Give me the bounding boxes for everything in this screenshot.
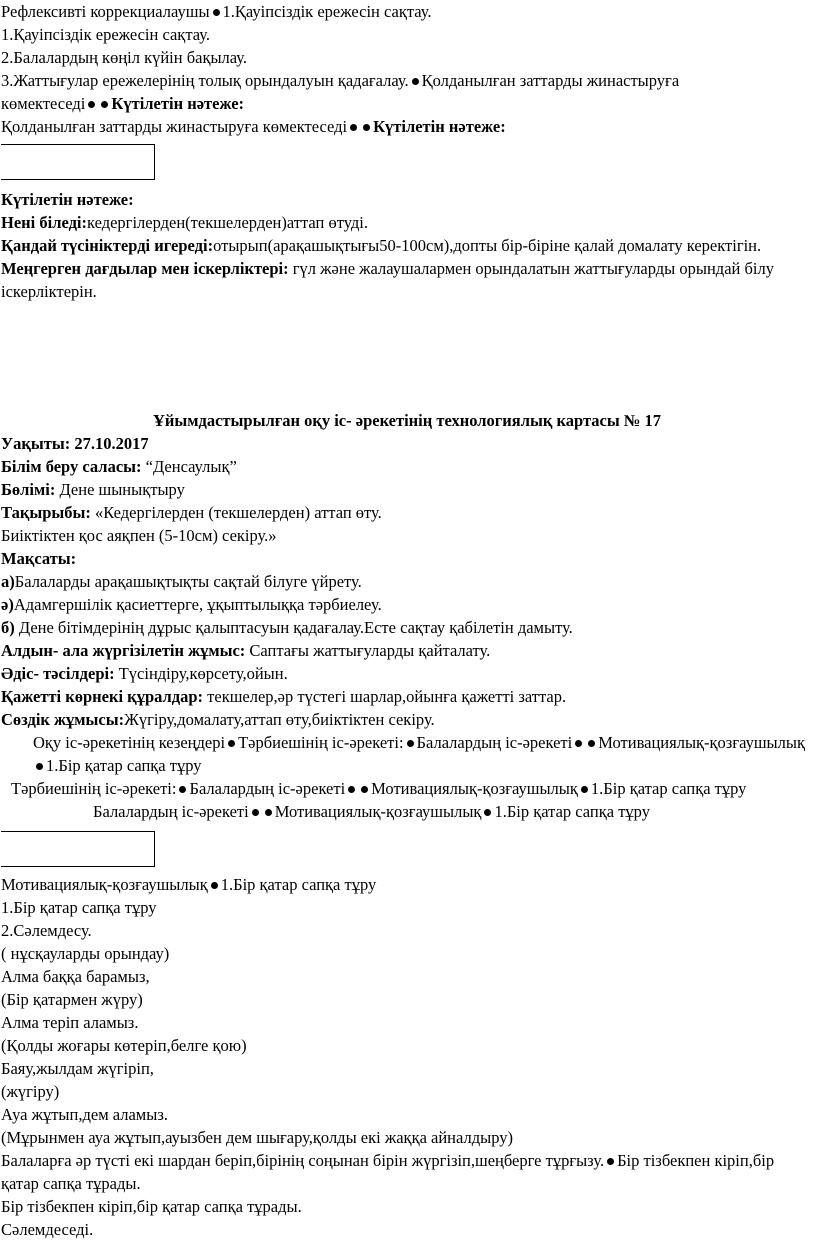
section-line bbox=[1, 478, 813, 501]
text: Балалардың іс-әрекеті bbox=[189, 779, 346, 798]
step-line: Ауа жұтып,дем аламыз. bbox=[1, 1105, 168, 1124]
text: 1.Қауіпсіздік ережесін сақтау. bbox=[222, 2, 432, 21]
value: отырып(арақашықтығы50-100см),допты бір-біріне қалай домалату керектігін. bbox=[213, 236, 762, 255]
step-line: (Бір қатармен жүру) bbox=[1, 990, 143, 1009]
label: Сөздік жұмысы: bbox=[1, 710, 125, 729]
bullet-icon bbox=[575, 740, 582, 747]
value: Адамгершілік қасиеттерге, ұқыптылыққа тәрбиелеу. bbox=[13, 595, 382, 614]
text: 1.Бір қатар сапқа тұру bbox=[494, 802, 650, 821]
bullet-icon bbox=[588, 740, 595, 747]
label: Тақырыбы: bbox=[1, 503, 96, 522]
value: текшелер,әр түстегі шарлар,ойынға қажетті заттар. bbox=[203, 687, 567, 706]
text: 1.Бір қатар сапқа тұру bbox=[46, 756, 202, 775]
bullet-icon bbox=[412, 78, 419, 85]
flow-row-2 bbox=[1, 777, 813, 800]
value: Саптағы жаттығуларды қайталату. bbox=[245, 641, 491, 660]
line-3: 2.Балалардың көңіл күйін бақылау. bbox=[1, 48, 247, 67]
bullet-icon bbox=[88, 101, 95, 108]
value: Жүгіру,домалату,аттап өту,биіктіктен секіру. bbox=[124, 710, 435, 729]
text: Қолданылған заттарды жинастыруға bbox=[421, 71, 680, 90]
text: Қолданылған заттарды жинастыруға көмектеседі bbox=[1, 117, 348, 136]
label: Бөлімі: bbox=[1, 480, 60, 499]
text: Оқу іс-әрекетінің кезеңдері bbox=[33, 733, 226, 752]
text: Балалардың іс-әрекеті bbox=[416, 733, 573, 752]
knows-line bbox=[1, 211, 813, 234]
step-line: Алма теріп аламыз. bbox=[1, 1013, 139, 1032]
text: Рефлексивті коррекциалаушы bbox=[1, 2, 210, 21]
tail-line-1 bbox=[1, 1149, 813, 1195]
card-date: Уақыты: 27.10.2017 bbox=[1, 434, 149, 453]
bullet-icon bbox=[407, 740, 414, 747]
bullet-icon bbox=[363, 124, 370, 131]
label: Қажетті көрнекі құралдар: bbox=[1, 687, 204, 706]
value: Түсіндіру,көрсету,ойын. bbox=[114, 664, 288, 683]
tools-line bbox=[1, 685, 813, 708]
tail-line-2: Бір тізбекпен кіріп,бір қатар сапқа тұрады. bbox=[1, 1197, 302, 1216]
text: көмектеседі bbox=[1, 94, 86, 113]
text: 1.Бір қатар сапқа тұру bbox=[220, 875, 377, 894]
value: Дене шынықтыру bbox=[59, 480, 185, 499]
method-line bbox=[1, 662, 813, 685]
text: 1.Бір қатар сапқа тұру bbox=[590, 779, 747, 798]
vocab-line bbox=[1, 708, 813, 731]
bullet-icon bbox=[213, 9, 220, 16]
line-4 bbox=[1, 69, 813, 115]
bullet-icon bbox=[484, 809, 491, 816]
text: Күтілетін нәтеже: bbox=[111, 94, 245, 113]
text: Күтілетін нәтеже: bbox=[373, 117, 506, 136]
value: гүл және жалаушалармен орындалатын жаттығуларды орындай білу іскерліктерін. bbox=[1, 259, 774, 301]
prep-line bbox=[1, 639, 813, 662]
label: Меңгерген дағдылар мен іскерліктері: bbox=[1, 259, 289, 278]
text: Балаларға әр түсті екі шардан беріп,бірінің соңынан бірін жүргізіп,шеңберге тұрғызу. bbox=[1, 1151, 605, 1170]
flow-row-3 bbox=[1, 800, 813, 823]
line-6 bbox=[1, 115, 813, 138]
text: Мотивациялық-қозғаушылық bbox=[371, 779, 578, 798]
label: Білім беру саласы: bbox=[1, 457, 146, 476]
value: “Денсаулық” bbox=[145, 457, 237, 476]
bullet-icon bbox=[179, 786, 186, 793]
skills-line bbox=[1, 257, 813, 303]
tail-line-3: Сәлемдеседі. bbox=[1, 1220, 94, 1239]
line-2: 1.Қауіпсіздік ережесін сақтау. bbox=[1, 25, 210, 44]
label: а) bbox=[1, 572, 15, 591]
label: Алдын- ала жүргізілетін жұмыс: bbox=[1, 641, 246, 660]
bullet-icon bbox=[101, 101, 108, 108]
text: Тәрбиешінің іс-әрекеті: bbox=[238, 733, 404, 752]
expected-result-heading: Күтілетін нәтеже: bbox=[1, 190, 134, 209]
text: Балалардың іс-әрекеті bbox=[93, 802, 249, 821]
bullet-icon bbox=[607, 1158, 614, 1165]
step-line: Алма баққа барамыз, bbox=[1, 967, 150, 986]
step-line: 1.Бір қатар сапқа тұру bbox=[1, 898, 157, 917]
bullet-icon bbox=[350, 124, 357, 131]
bullet-icon bbox=[581, 786, 588, 793]
bullet-icon bbox=[265, 809, 272, 816]
concepts-line bbox=[1, 234, 813, 257]
value: Дене бітімдерінің дұрыс қалыптасуын қадағалау.Есте сақтау қабілетін дамыту. bbox=[14, 618, 573, 637]
card-title: Ұйымдастырылған оқу іс- әрекетінің технологиялық картасы № 17 bbox=[152, 411, 662, 430]
flow-row-1 bbox=[1, 731, 813, 777]
text: Тәрбиешінің іс-әрекеті: bbox=[11, 779, 177, 798]
text: Мотивациялық-қозғаушылық bbox=[598, 733, 805, 752]
goal-a bbox=[1, 570, 813, 593]
label: Әдіс- тәсілдері: bbox=[1, 664, 115, 683]
label: б) bbox=[1, 618, 15, 637]
bullet-icon bbox=[211, 882, 218, 889]
label: ә) bbox=[1, 595, 14, 614]
step-line: 2.Сәлемдесу. bbox=[1, 921, 92, 940]
bullet-icon bbox=[361, 786, 368, 793]
label: Қандай түсініктерді игереді: bbox=[1, 236, 214, 255]
line-1 bbox=[1, 0, 813, 23]
topic-line-2: Биіктіктен қос аяқпен (5-10см) секіру.» bbox=[1, 526, 277, 545]
empty-table-cell bbox=[1, 831, 155, 867]
bullet-icon bbox=[252, 809, 259, 816]
bullet-icon bbox=[228, 740, 235, 747]
empty-table-cell bbox=[1, 144, 155, 180]
topic-line bbox=[1, 501, 813, 524]
step-line: (Мұрынмен ауа жұтып,ауызбен дем шығару,қолды екі жаққа айналдыру) bbox=[1, 1128, 513, 1147]
text: Мотивациялық-қозғаушылық bbox=[1, 875, 208, 894]
step-line: Баяу,жылдам жүгіріп, bbox=[1, 1059, 154, 1078]
step-line: (жүгіру) bbox=[1, 1082, 60, 1101]
flow-row-4 bbox=[1, 873, 813, 896]
step-line: ( нұсқауларды орындау) bbox=[1, 944, 170, 963]
text: 3.Жаттығулар ережелерінің толық орындалуын қадағалау. bbox=[1, 71, 409, 90]
value: «Кедергілерден (текшелерден) аттап өту. bbox=[95, 503, 382, 522]
text: Бір тізбекпен кіріп,бір қатар сапқа тұрады. bbox=[1, 1151, 775, 1193]
step-line: (Қолды жоғары көтеріп,белге қою) bbox=[1, 1036, 247, 1055]
area-line bbox=[1, 455, 813, 478]
bullet-icon bbox=[348, 786, 355, 793]
label: Нені біледі: bbox=[1, 213, 87, 232]
bullet-icon bbox=[36, 763, 43, 770]
goal-b bbox=[1, 616, 813, 639]
goal-heading: Мақсаты: bbox=[1, 549, 77, 568]
text: Мотивациялық-қозғаушылық bbox=[274, 802, 482, 821]
goal-e bbox=[1, 593, 813, 616]
value: кедергілерден(текшелерден)аттап өтуді. bbox=[87, 213, 369, 232]
value: Балаларды арақашықтықты сақтай білуге үйрету. bbox=[14, 572, 362, 591]
